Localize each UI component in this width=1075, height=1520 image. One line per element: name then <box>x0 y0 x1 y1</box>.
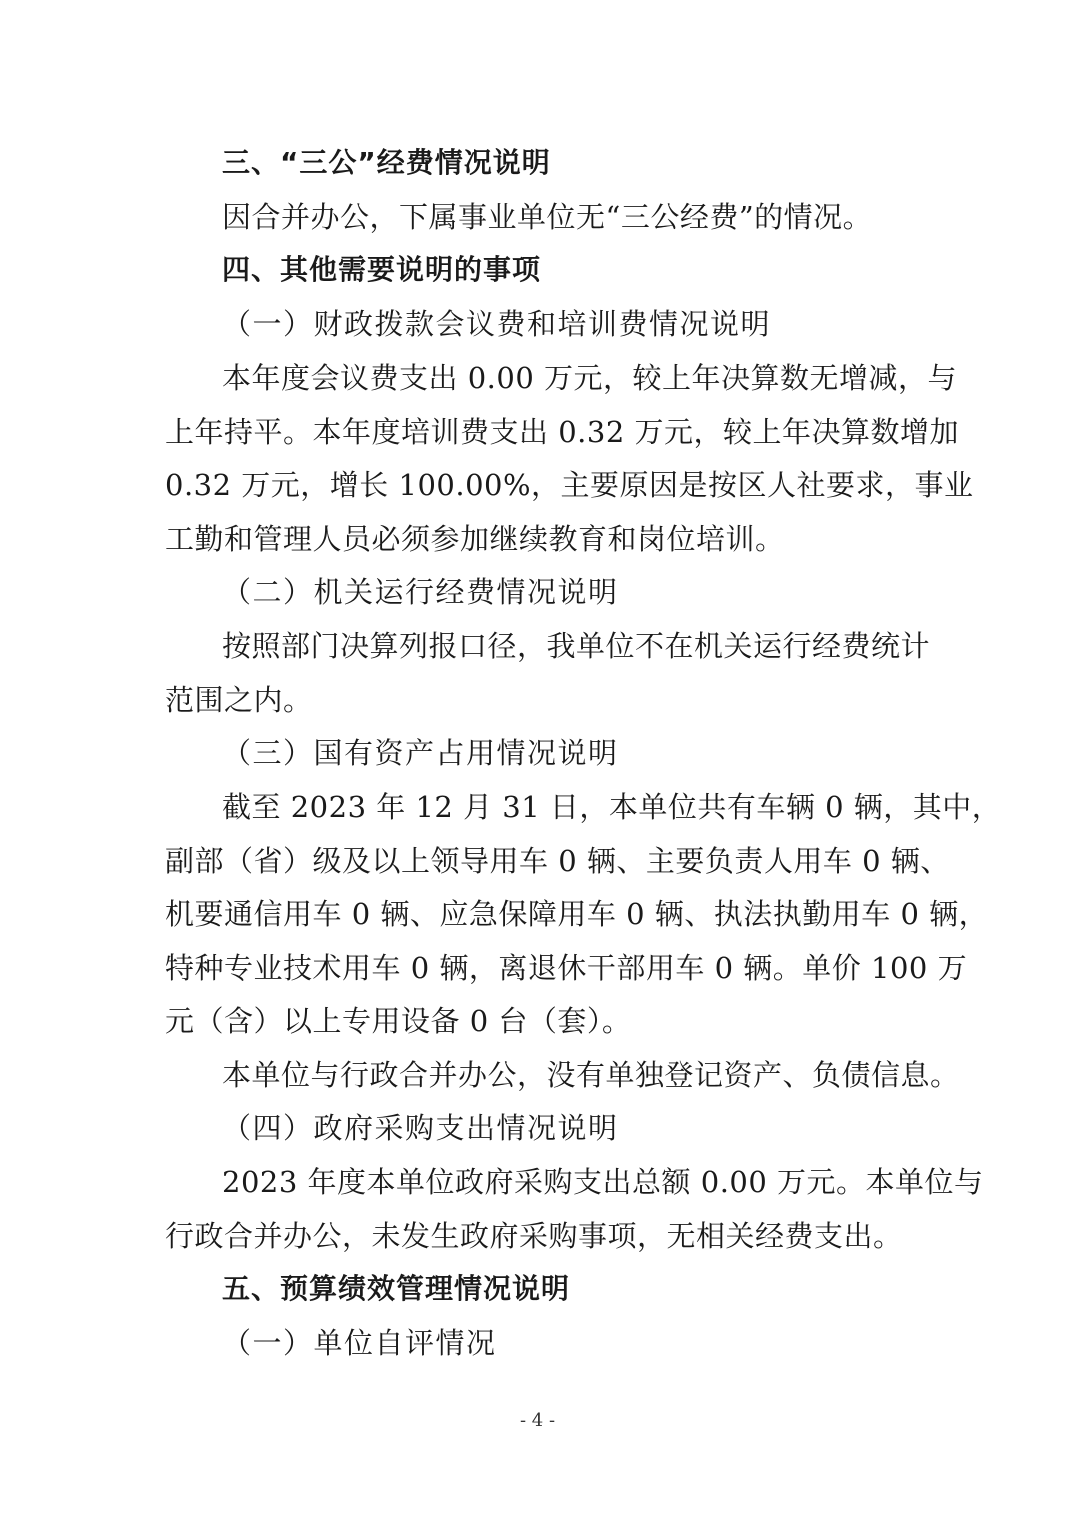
page-number: - 4 - <box>519 1410 556 1431</box>
subsection-heading-operating-expenses: （二）机关运行经费情况说明 <box>222 575 619 609</box>
subsection-heading-state-assets: （三）国有资产占用情况说明 <box>222 736 619 770</box>
paragraph-line: 本单位与行政合并办公，没有单独登记资产、负债信息。 <box>222 1058 960 1092</box>
subsection-heading-procurement: （四）政府采购支出情况说明 <box>222 1111 619 1145</box>
section-heading-performance: 五、预算绩效管理情况说明 <box>222 1272 571 1305</box>
section-heading-other-matters: 四、其他需要说明的事项 <box>222 253 542 286</box>
paragraph-line: 元（含）以上专用设备 0 台（套）。 <box>165 1004 632 1038</box>
subsection-heading-meeting-training: （一）财政拨款会议费和培训费情况说明 <box>222 307 772 341</box>
paragraph-line: 工勤和管理人员必须参加继续教育和岗位培训。 <box>165 522 785 556</box>
subsection-heading-self-evaluation: （一）单位自评情况 <box>222 1326 497 1360</box>
paragraph-line: 按照部门决算列报口径，我单位不在机关运行经费统计 <box>222 629 931 663</box>
paragraph-line: 副部（省）级及以上领导用车 0 辆、主要负责人用车 0 辆、 <box>165 844 950 878</box>
paragraph-line: 机要通信用车 0 辆、应急保障用车 0 辆、执法执勤用车 0 辆， <box>165 897 989 931</box>
paragraph-line: 2023 年度本单位政府采购支出总额 0.00 万元。本单位与 <box>222 1165 984 1199</box>
section-heading-three-public-expenses: 三、“三公”经费情况说明 <box>222 146 551 179</box>
paragraph-line: 特种专业技术用车 0 辆，离退休干部用车 0 辆。单价 100 万 <box>165 951 968 985</box>
paragraph-line: 行政合并办公，未发生政府采购事项，无相关经费支出。 <box>165 1219 903 1253</box>
paragraph-line: 范围之内。 <box>165 683 313 717</box>
paragraph-line: 因合并办公，下属事业单位无“三公经费”的情况。 <box>222 200 873 234</box>
paragraph-line: 本年度会议费支出 0.00 万元，较上年决算数无增减，与 <box>222 361 958 395</box>
paragraph-line: 截至 2023 年 12 月 31 日，本单位共有车辆 0 辆，其中， <box>222 790 1002 824</box>
paragraph-line: 0.32 万元，增长 100.00%，主要原因是按区人社要求，事业 <box>165 468 974 502</box>
paragraph-line: 上年持平。本年度培训费支出 0.32 万元，较上年决算数增加 <box>165 415 960 449</box>
